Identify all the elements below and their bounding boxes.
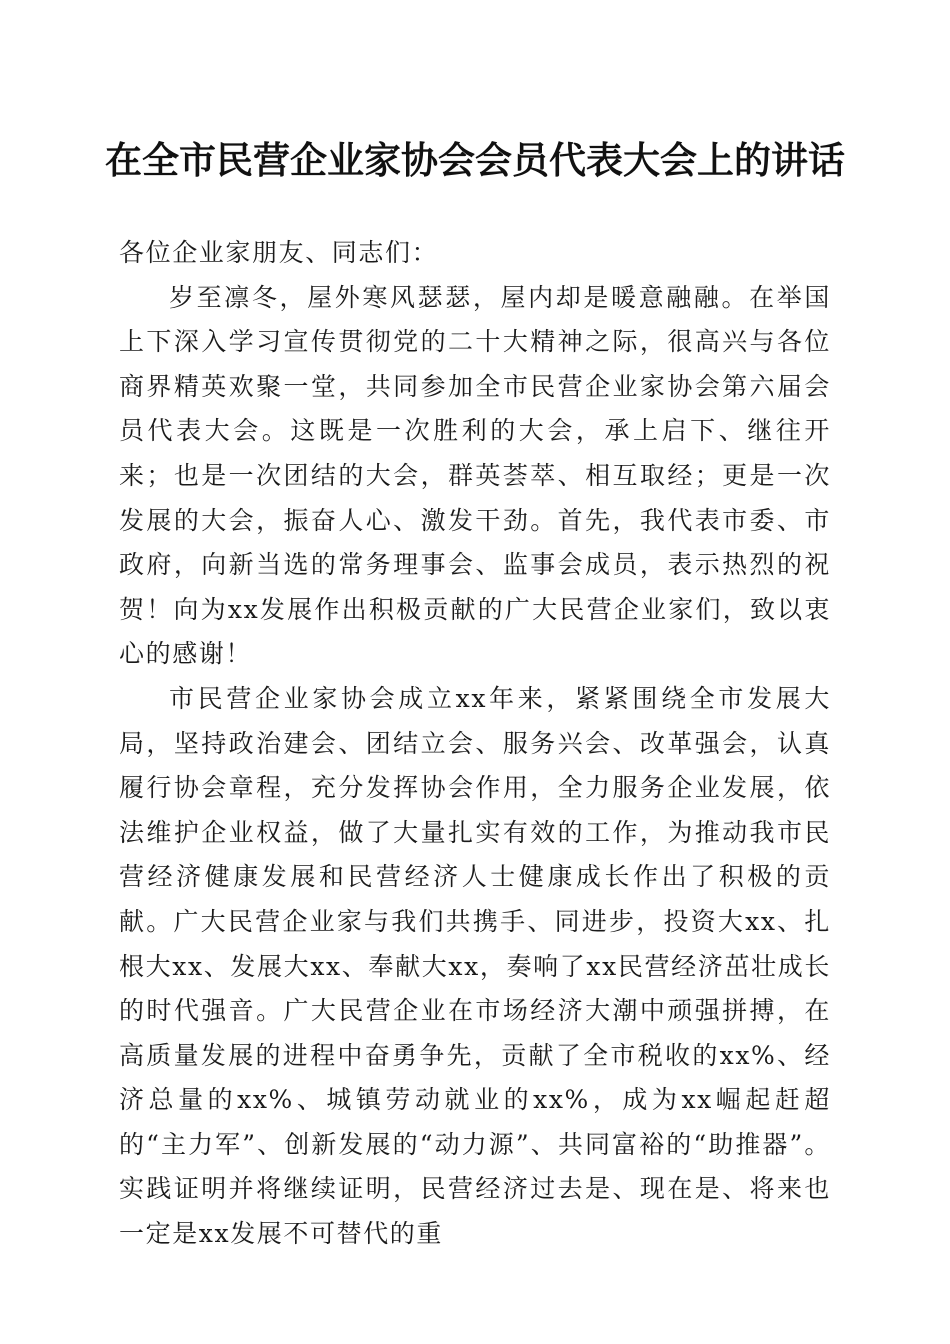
salutation: 各位企业家朋友、同志们： — [119, 238, 439, 267]
document-body — [119, 231, 831, 1257]
document-title: 在全市民营企业家协会会员代表大会上的讲话 — [105, 138, 845, 182]
paragraph-opening: 岁至凛冬，屋外寒风瑟瑟，屋内却是暖意融融。在举国上下深入学习宣传贯彻党的二十大精神之际，很高兴与各位商界精英欢聚一堂，共同参加全市民营企业家协会第六届会员代表大会。这既是一次胜利的大会，承上启下、继往开来；也是一次团结的大会，群英荟萃、相互取经；更是一次发展的大会，振奋人心、激发干劲。首先，我代表市委、市政府，向新当选的常务理事会、监事会成员，表示热烈的祝贺！向为xx发展作出积极贡献的广大民营企业家们，致以衷心的感谢！ — [119, 282, 831, 669]
paragraph-association-achievements: 市民营企业家协会成立xx年来，紧紧围绕全市发展大局，坚持政治建会、团结立会、服务兴会、改革强会，认真履行协会章程，充分发挥协会作用，全力服务企业发展，依法维护企业权益，做了大量扎实有效的工作，为推动我市民营经济健康发展和民营经济人士健康成长作出了积极的贡献。广大民营企业家与我们共携手、同进步，投资大xx、扎根大xx、发展大xx、奉献大xx，奏响了xx民营经济茁壮成长的时代强音。广大民营企业在市场经济大潮中顽强拼搏，在高质量发展的进程中奋勇争先，贡献了全市税收的xx%、经济总量的xx%、城镇劳动就业的xx%，成为xx崛起赶超的“主力军”、创新发展的“动力源”、共同富裕的“助推器”。实践证明并将继续证明，民营经济过去是、现在是、将来也一定是xx发展不可替代的重 — [119, 683, 831, 1249]
